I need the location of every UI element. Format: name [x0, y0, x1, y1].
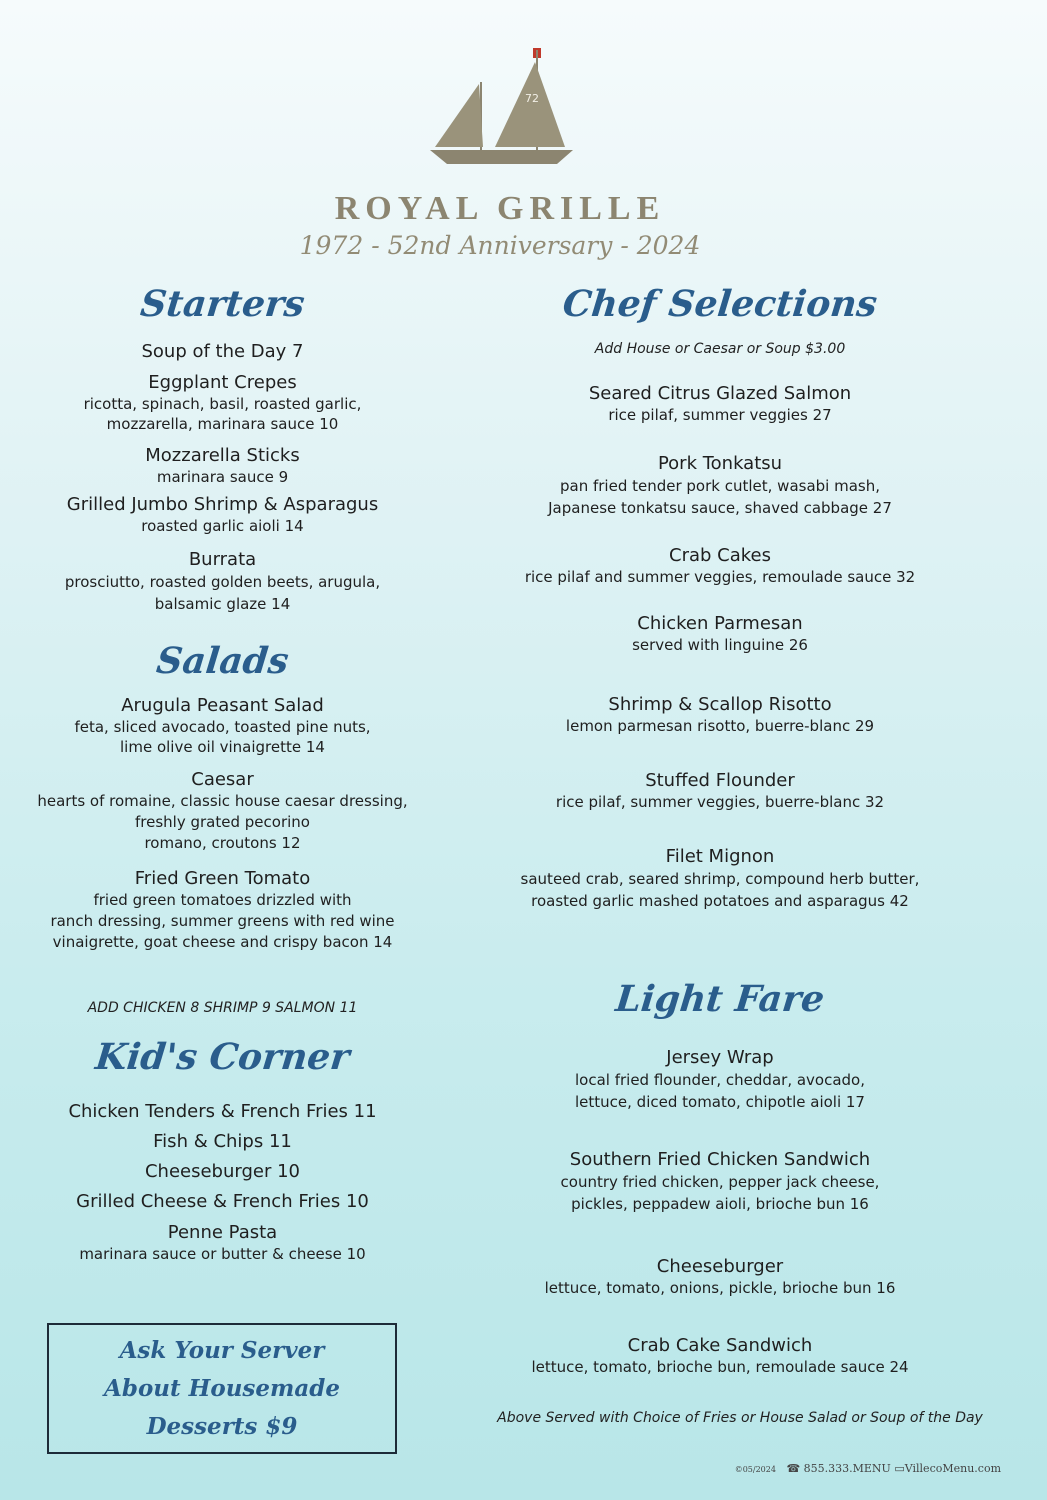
restaurant-name: ROYAL GRILLE — [334, 190, 666, 227]
item-name: Grilled Jumbo Shrimp & Asparagus — [66, 494, 379, 515]
menu-item — [20, 1190, 425, 1213]
salads-heading: Salads — [154, 640, 291, 682]
item-desc: lime olive oil vinaigrette 14 — [120, 738, 325, 756]
item-desc: pickles, peppadew aioli, brioche bun 16 — [571, 1195, 869, 1213]
menu-item — [20, 1130, 425, 1153]
item-desc: marinara sauce or butter & cheese 10 — [79, 1245, 366, 1263]
item-desc: balsamic glaze 14 — [154, 595, 291, 613]
item-desc: rice pilaf, summer veggies 27 — [608, 406, 832, 424]
menu-item — [520, 1334, 920, 1377]
item-name: Cheeseburger 10 — [144, 1161, 301, 1182]
menu-item — [20, 694, 425, 757]
item-desc: rice pilaf and summer veggies, remoulade sauce 32 — [524, 568, 916, 586]
item-desc: rice pilaf, summer veggies, buerre-blanc 32 — [555, 793, 885, 811]
menu-item — [20, 867, 425, 953]
item-name: Penne Pasta — [167, 1222, 278, 1243]
item-desc: feta, sliced avocado, toasted pine nuts, — [74, 718, 371, 736]
item-name: Soup of the Day 7 — [141, 341, 304, 362]
menu-item — [520, 382, 920, 425]
sailboat-icon — [425, 42, 575, 172]
item-desc: roasted garlic aioli 14 — [141, 517, 304, 535]
item-name: Eggplant Crepes — [148, 372, 297, 393]
item-name: Grilled Cheese & French Fries 10 — [76, 1191, 369, 1212]
item-name: Filet Mignon — [665, 846, 775, 867]
menu-item — [520, 1046, 920, 1113]
item-name: Jersey Wrap — [666, 1047, 774, 1068]
menu-item — [20, 371, 425, 434]
item-desc: lemon parmesan risotto, buerre-blanc 29 — [565, 717, 875, 735]
dessert-line: About Housemade — [104, 1375, 340, 1402]
menu-item — [20, 1160, 425, 1183]
menu-item — [520, 769, 920, 812]
chef-add-note: Add House or Caesar or Soup $3.00 — [594, 341, 846, 357]
item-desc: marinara sauce 9 — [156, 468, 289, 486]
item-desc: Japanese tonkatsu sauce, shaved cabbage 27 — [548, 499, 892, 517]
item-desc: mozzarella, marinara sauce 10 — [106, 415, 339, 433]
anniversary-subtitle: 1972 - 52nd Anniversary - 2024 — [299, 231, 701, 260]
chef-selections-heading: Chef Selections — [560, 283, 880, 325]
item-name: Chicken Parmesan — [637, 613, 803, 634]
website: VillecoMenu.com — [904, 1462, 1001, 1475]
item-name: Crab Cakes — [669, 545, 771, 566]
item-desc: fried green tomatoes drizzled with — [93, 891, 352, 909]
item-name: Fried Green Tomato — [134, 868, 311, 889]
sides-note: Above Served with Choice of Fries or House Salad or Soup of the Day — [497, 1410, 983, 1426]
item-name: Southern Fried Chicken Sandwich — [569, 1149, 871, 1170]
item-desc: prosciutto, roasted golden beets, arugula, — [64, 573, 381, 591]
menu-item — [20, 493, 425, 536]
menu-item — [20, 548, 425, 615]
item-desc: lettuce, tomato, brioche bun, remoulade sauce 24 — [531, 1358, 909, 1376]
item-desc: pan fried tender pork cutlet, wasabi mash, — [559, 477, 880, 495]
item-desc: romano, croutons 12 — [144, 834, 301, 852]
item-desc: freshly grated pecorino — [135, 813, 310, 831]
kids-heading: Kid's Corner — [93, 1036, 352, 1078]
item-desc: ranch dressing, summer greens with red wine — [50, 912, 395, 930]
footer — [735, 1462, 1001, 1475]
item-name: Caesar — [191, 769, 254, 790]
item-name: Chicken Tenders & French Fries 11 — [68, 1101, 377, 1122]
item-name: Seared Citrus Glazed Salmon — [588, 383, 852, 404]
menu-item — [520, 1255, 920, 1298]
dessert-line: Ask Your Server — [119, 1337, 325, 1364]
item-desc: hearts of romaine, classic house caesar dressing, — [37, 792, 408, 810]
item-desc: local fried flounder, cheddar, avocado, — [574, 1071, 866, 1089]
item-desc: served with linguine 26 — [632, 636, 808, 654]
starters-heading: Starters — [138, 283, 307, 325]
item-desc: lettuce, diced tomato, chipotle aioli 17 — [575, 1093, 865, 1111]
menu-item — [20, 340, 425, 363]
item-name: Crab Cake Sandwich — [627, 1335, 813, 1356]
light-fare-heading: Light Fare — [613, 978, 827, 1020]
menu-item — [520, 544, 920, 587]
item-desc: roasted garlic mashed potatoes and asparagus 42 — [531, 892, 909, 910]
menu-item — [20, 768, 425, 854]
sail-number: 72 — [525, 92, 539, 105]
print-date: ©05/2024 — [734, 1465, 776, 1474]
phone-number: 855.333.MENU — [803, 1462, 891, 1475]
phone-icon: ☎ — [786, 1462, 801, 1475]
menu-item — [520, 1148, 920, 1215]
item-desc: country fried chicken, pepper jack cheese, — [560, 1173, 880, 1191]
item-name: Arugula Peasant Salad — [121, 695, 324, 716]
item-desc: ricotta, spinach, basil, roasted garlic, — [83, 395, 362, 413]
item-name: Stuffed Flounder — [645, 770, 795, 791]
menu-item — [520, 693, 920, 736]
menu-item — [520, 452, 920, 519]
item-name: Burrata — [188, 549, 257, 570]
item-name: Fish & Chips 11 — [153, 1131, 292, 1152]
item-name: Mozzarella Sticks — [145, 445, 300, 466]
add-protein-note: ADD CHICKEN 8 SHRIMP 9 SALMON 11 — [87, 1000, 358, 1016]
menu-item — [520, 845, 920, 912]
menu-item — [520, 612, 920, 655]
item-name: Shrimp & Scallop Risotto — [608, 694, 832, 715]
menu-item — [20, 1221, 425, 1264]
item-name: Pork Tonkatsu — [657, 453, 783, 474]
dessert-callout — [47, 1323, 397, 1454]
monitor-icon: ▭ — [894, 1462, 905, 1475]
item-desc: vinaigrette, goat cheese and crispy bacon 14 — [52, 933, 393, 951]
item-desc: sauteed crab, seared shrimp, compound herb butter, — [520, 870, 920, 888]
menu-item — [20, 1100, 425, 1123]
menu-item — [20, 444, 425, 487]
item-desc: lettuce, tomato, onions, pickle, brioche bun 16 — [544, 1279, 896, 1297]
item-name: Cheeseburger — [656, 1256, 784, 1277]
dessert-line: Desserts $9 — [146, 1413, 298, 1440]
